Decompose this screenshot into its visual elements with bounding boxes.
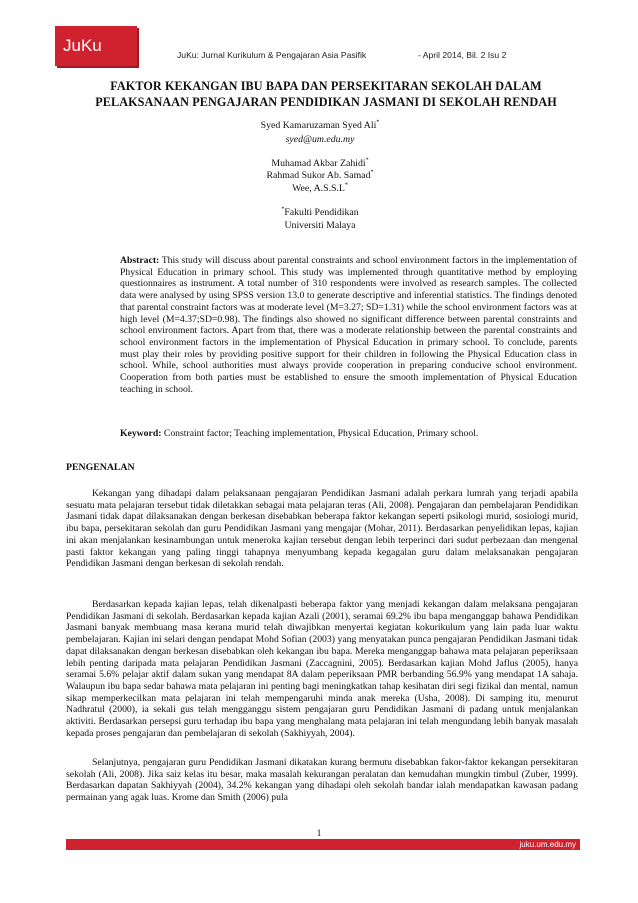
paragraph-3: Selanjutnya, pengajaran guru Pendidikan Jasmani dikatakan kurang bermutu disebabkan fakor-faktor kekangan persekitaran sekolah (Ali, 2008). Jika saiz kelas itu besar, maka masalah kekurangan peralatan dan kemudahan mungkin timbul (Zuber, 1999). Berdasarkan dapatan Sakhiyyah (2004), 34.2% kekangan yang dihadapi oleh sekolah bandar ialah mendapatkan kawasan padang permainan yang agak luas. Krome dan Smith (2006) pula (66, 757, 578, 804)
keyword-label: Keyword: (120, 428, 162, 439)
author-4-name: Wee, A.S.S.L (292, 183, 345, 194)
header-journal-name: JuKu: Jurnal Kurikulum & Pengajaran Asia Pasifik (177, 50, 367, 60)
paragraph-1: Kekangan yang dihadapi dalam pelaksanaan pengajaran Pendidikan Jasmani adalah perkara lumrah yang terjadi apabila sesuatu mata pelajaran tersebut tidak diletakkan sebagai mata pelajaran teras (Ali, 2008). Pengajaran dan pembelajaran Pendidikan Jasmani tidak dapat dilaksanakan dengan berkesan disebabkan beberapa faktor kekangan seperti psikologi murid, sosiologi murid, ibu bapa, persekitaran sekolah dan guru Pendidikan Jasmani yang mengajar (Mohar, 2011). Berdasarkan penyelidikan lepas, kajian ini akan menjalankan kesinambungan untuk meneroka kajian tersebut dengan lebih terperinci dari sudut perbezaan dan mengenal pasti faktor kekangan yang paling tinggi tahapnya menyumbang kepada kegagalan guru dalam melaksanakan pengajaran Pendidikan Jasmani dengan berkesan di sekolah rendah. (66, 488, 578, 570)
author-4-mark: * (344, 182, 348, 189)
paragraph-2: Berdasarkan kepada kajian lepas, telah dikenalpasti beberapa faktor yang menjadi kekangan dalam melaksana pengajaran Pendidikan Jasmani di sekolah. Berdasarkan kepada kajian Azali (2001), seramai 69.2% ibu bapa menganggap bahawa Pendidikan Jasmani banyak membuang masa kerana murid telah diwajibkan menyertai kegiatan kokurikulum yang lain pada luar waktu pembelajaran. Kajian ini selari dengan pendapat Mohd Sofian (2003) yang menyatakan punca pengajaran Pendidikan Jasmani tidak dapat dilaksanakan dengan berkesan disebabkan oleh kekangan ibu bapa. Mereka menganggap bahawa mata pelajaran peperiksaan lebih penting daripada mata pelajaran Pendidikan Jasmani (Zaccagnini, 2005). Berdasarkan kajian Mohd Jaflus (2005), hanya seramai 5.6% pelajar aktif dalam sukan yang mendapat 8A dalam peperiksaan PMR berbanding 56.9% yang mendapat 1A sahaja. Walaupun ibu bapa sedar bahawa mata pelajaran ini penting bagi meningkatkan tahap kesihatan diri segi fizikal dan mental, namun sikap memperkecilkan mata pelajaran ini telah mempengaruhi minda anak mereka (Usha, 2008). Di samping itu, menurut Nadhratul (2000), ia sekali gus telah mengganggu sistem pengajaran guru Pendidikan Jasmani di padang untuk menjalankan aktiviti. Berdasarkan persepsi guru terhadap ibu bapa yang menghalang mata pelajaran ini telah mengundang lebih banyak masalah kepada proses pengajaran dan pembelajaran di sekolah (Sakhiyyah, 2004). (66, 599, 578, 739)
author-1 (180, 120, 460, 132)
paper-title (66, 78, 586, 110)
journal-logo: JuKu (55, 26, 137, 66)
page-number: 1 (316, 828, 322, 839)
abstract-label: Abstract: (120, 255, 160, 266)
footer-bar (66, 839, 580, 850)
author-3 (180, 170, 460, 182)
affiliation-1 (180, 207, 460, 219)
author-2-mark: * (365, 157, 369, 164)
affiliation-1-text: Fakulti Pendidikan (284, 207, 359, 218)
author-2-name: Muhamad Akbar Zahidi (271, 158, 366, 169)
keywords (120, 428, 580, 440)
title-line-2: PELAKSANAAN PENGAJARAN PENDIDIKAN JASMANI DI SEKOLAH RENDAH (95, 95, 557, 109)
author-1-name: Syed Kamaruzaman Syed Ali (260, 120, 377, 131)
author-4 (180, 183, 460, 195)
header-issue: - April 2014, Bil. 2 Isu 2 (418, 50, 507, 60)
author-3-mark: * (370, 169, 374, 176)
author-3-name: Rahmad Sukor Ab. Samad (266, 170, 371, 181)
affiliation-mark: * (281, 206, 285, 213)
keyword-text: Constraint factor; Teaching implementation, Physical Education, Primary school. (161, 428, 479, 439)
title-line-1: FAKTOR KEKANGAN IBU BAPA DAN PERSEKITARAN SEKOLAH DALAM (110, 79, 542, 93)
footer-url[interactable]: juku.um.edu.my (519, 840, 576, 849)
abstract-text: This study will discuss about parental constraints and school environment factors in the implementation of Physical Education in primary school. This study was implemented through quantitative method by employing questionnaires as instrument. A total number of 310 respondents were involved as research samples. The collected data were analysed by using SPSS version 13.0 to generate descriptive and inferential statistics. The findings denoted that parental constraint factors was at moderate level (M=3.27; SD=1.31) while the school environment factors was at high level (M=4.37;SD=0.98). The findings also showed no significant difference between parental constraints and school environment factors. Apart from that, there was a moderate relationship between the parental constraints and school environment factors in the implementation of Physical Education in primary school. To conclude, parents must play their roles by providing positive support for their children in following the Physical Education class in school. While, school authorities must always provide cooperation in preparing conducive school environment. Cooperation from both parties must be established to ensure the smooth implementation of Physical Education teaching in school. (120, 255, 577, 395)
abstract (120, 255, 577, 395)
section-heading: PENGENALAN (66, 462, 135, 473)
author-email: syed@um.edu.my (285, 134, 355, 145)
author-2 (180, 158, 460, 170)
affiliation-2: Universiti Malaya (284, 220, 356, 231)
author-1-mark: * (376, 119, 380, 126)
